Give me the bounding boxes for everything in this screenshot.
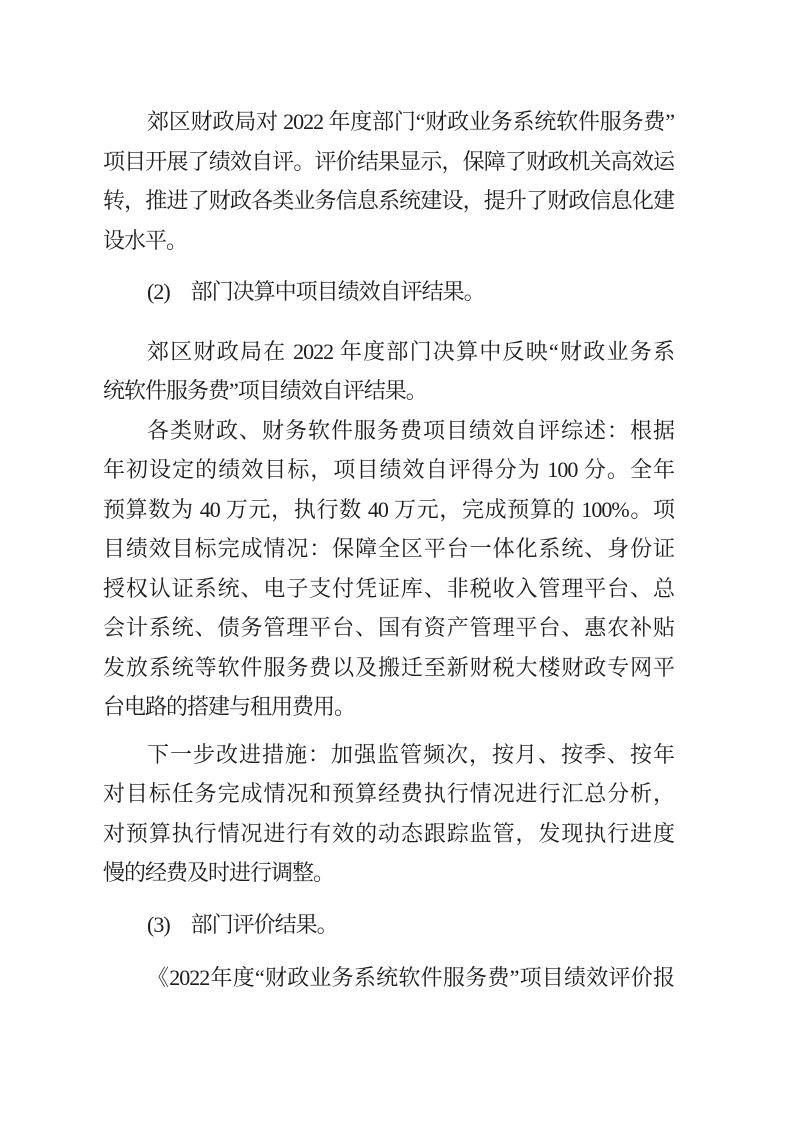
text-line: 转，推进了财政各类业务信息系统建设，提升了财政信息化建 <box>103 188 674 213</box>
text-line: (2) 部门决算中项目绩效自评结果。 <box>147 279 485 304</box>
paragraph <box>103 102 674 260</box>
text-line: 对目标任务完成情况和预算经费执行情况进行汇总分析， <box>103 781 674 806</box>
text-line: 慢的经费及时进行调整。 <box>103 860 335 885</box>
text-line: 下一步改进措施：加强监管频次，按月、按季、按年 <box>147 741 674 767</box>
text-line: (3) 部门评价结果。 <box>147 911 338 937</box>
numbered-item <box>103 272 674 312</box>
text-line: 统软件服务费”项目绩效自评结果。 <box>103 378 427 403</box>
paragraph <box>103 735 674 893</box>
text-line: 会计系统、债务管理平台、国有资产管理平台、惠农补贴 <box>103 615 674 640</box>
text-line: 年初设定的绩效目标，项目绩效自评得分为 100 分。全年 <box>103 457 674 482</box>
paragraph <box>103 332 674 411</box>
text-line: 预算数为 40 万元，执行数 40 万元，完成预算的 100%。项 <box>103 496 674 522</box>
text-line: 各类财政、财务软件服务费项目绩效自评综述：根据 <box>147 417 674 443</box>
text-line: 设水平。 <box>103 227 188 253</box>
text-line: 《2022年度“财政业务系统软件服务费”项目绩效评价报 <box>147 965 674 990</box>
text-line: 对预算执行情况进行有效的动态跟踪监管，发现执行进度 <box>103 820 674 846</box>
text-line: 项目开展了绩效自评。评价结果显示，保障了财政机关高效运 <box>103 148 674 174</box>
text-line: 台电路的搭建与租用费用。 <box>103 694 356 719</box>
text-line: 授权认证系统、电子支付凭证库、非税收入管理平台、总 <box>103 575 674 601</box>
document-content <box>103 102 674 998</box>
paragraph <box>103 958 674 998</box>
numbered-item <box>103 905 674 945</box>
text-line: 郊区财政局在 2022 年度部门决算中反映“财政业务系 <box>147 338 674 364</box>
text-line: 发放系统等软件服务费以及搬迁至新财税大楼财政专网平 <box>103 654 674 680</box>
paragraph <box>103 411 674 727</box>
text-line: 目绩效目标完成情况：保障全区平台一体化系统、身份证 <box>103 536 674 561</box>
text-line: 郊区财政局对 2022 年度部门“财政业务系统软件服务费” <box>147 109 674 134</box>
